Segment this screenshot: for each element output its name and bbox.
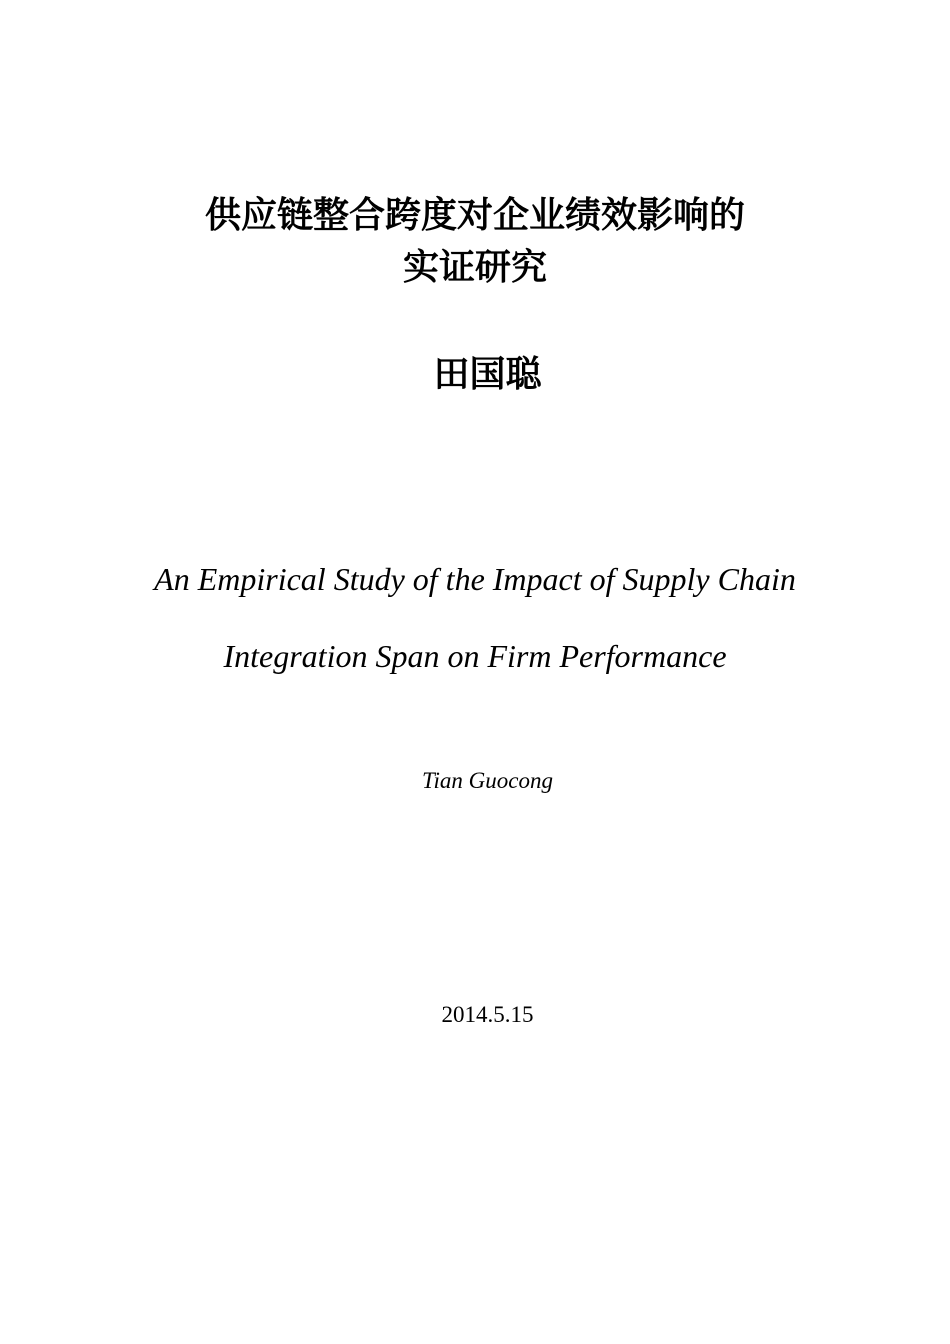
english-title-line-2: Integration Span on Firm Performance (223, 638, 727, 674)
chinese-title-line-1: 供应链整合跨度对企业绩效影响的 (204, 194, 745, 236)
chinese-title-line-2: 实证研究 (402, 246, 547, 288)
chinese-author-name: 田国聪 (433, 353, 542, 395)
english-title-line-1: An Empirical Study of the Impact of Supply Chain (154, 561, 796, 597)
publication-date: 2014.5.15 (441, 1002, 534, 1027)
english-author-name: Tian Guocong (422, 768, 553, 793)
